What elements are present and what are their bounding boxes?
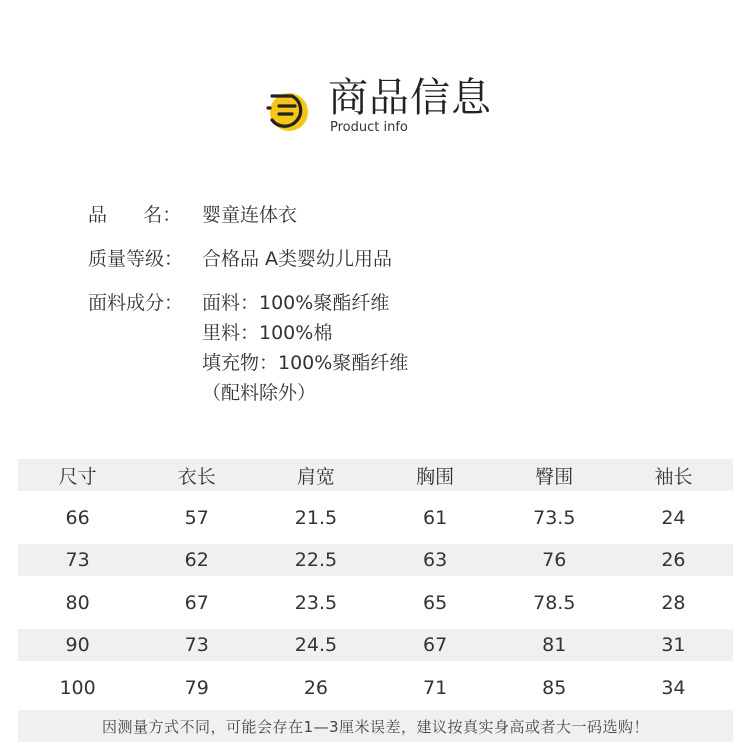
table-cell: 31 bbox=[661, 634, 686, 656]
table-cell: 23.5 bbox=[294, 591, 338, 614]
table-cell: 63 bbox=[423, 549, 448, 571]
material-line: 填充物：100%聚酯纤维 bbox=[202, 352, 409, 374]
grade-label: 质量等级： bbox=[88, 248, 184, 270]
table-cell: 57 bbox=[184, 506, 209, 529]
table-cell: 24 bbox=[661, 506, 686, 529]
name-value: 婴童连体衣 bbox=[202, 204, 298, 226]
table-cell: 90 bbox=[65, 634, 90, 656]
table-row bbox=[18, 629, 733, 661]
info-row-grade bbox=[88, 244, 688, 274]
material-label: 面料成分： bbox=[88, 292, 184, 314]
info-row-name bbox=[88, 200, 688, 230]
name-label: 品 名： bbox=[88, 204, 182, 226]
table-header-row bbox=[18, 459, 733, 491]
table-cell: 67 bbox=[423, 634, 448, 656]
table-cell: 21.5 bbox=[294, 506, 338, 529]
page-title: 商品信息 bbox=[328, 75, 492, 121]
table-cell: 65 bbox=[423, 591, 448, 614]
column-header: 臀围 bbox=[535, 465, 574, 488]
table-cell: 71 bbox=[423, 676, 448, 699]
material-values bbox=[202, 288, 408, 408]
table-cell: 73 bbox=[65, 549, 90, 571]
table-cell: 100 bbox=[59, 676, 96, 699]
column-header: 胸围 bbox=[416, 465, 455, 488]
table-cell: 26 bbox=[303, 676, 329, 699]
material-line: 里料：100%棉 bbox=[202, 322, 333, 344]
table-row bbox=[18, 544, 733, 576]
table-row bbox=[18, 502, 733, 534]
measurement-note: 因测量方式不同，可能会存在1—3厘米误差，建议按真实身高或者大一码选购！ bbox=[18, 710, 733, 742]
table-cell: 66 bbox=[65, 506, 90, 529]
table-cell: 26 bbox=[661, 549, 686, 571]
table-cell: 85 bbox=[542, 676, 567, 699]
table-cell: 67 bbox=[184, 591, 209, 614]
material-line: 面料：100%聚酯纤维 bbox=[202, 292, 390, 314]
table-cell: 22.5 bbox=[294, 549, 338, 571]
size-table bbox=[18, 459, 733, 714]
material-line: （配料除外） bbox=[202, 382, 317, 404]
table-cell: 24.5 bbox=[294, 634, 338, 656]
table-cell: 79 bbox=[184, 676, 209, 699]
table-cell: 78.5 bbox=[533, 591, 576, 614]
table-row bbox=[18, 587, 733, 619]
product-info bbox=[88, 200, 688, 408]
table-cell: 28 bbox=[661, 591, 686, 614]
column-header: 衣长 bbox=[177, 465, 216, 488]
grade-value: 合格品 A类婴幼儿用品 bbox=[202, 248, 393, 270]
page-subtitle: Product info bbox=[330, 120, 408, 135]
table-cell: 81 bbox=[542, 634, 567, 656]
column-header: 肩宽 bbox=[296, 465, 335, 488]
table-cell: 73 bbox=[184, 634, 209, 656]
table-cell: 61 bbox=[423, 506, 448, 529]
table-cell: 34 bbox=[661, 676, 686, 699]
table-cell: 62 bbox=[184, 549, 209, 571]
table-row bbox=[18, 672, 733, 704]
document-lines-icon bbox=[262, 82, 318, 138]
column-header: 尺寸 bbox=[58, 465, 97, 488]
column-header: 袖长 bbox=[654, 465, 693, 488]
section-header bbox=[262, 74, 522, 144]
table-cell: 80 bbox=[65, 591, 90, 614]
info-row-material bbox=[88, 288, 688, 408]
table-cell: 76 bbox=[542, 549, 567, 571]
table-cell: 73.5 bbox=[533, 506, 576, 529]
